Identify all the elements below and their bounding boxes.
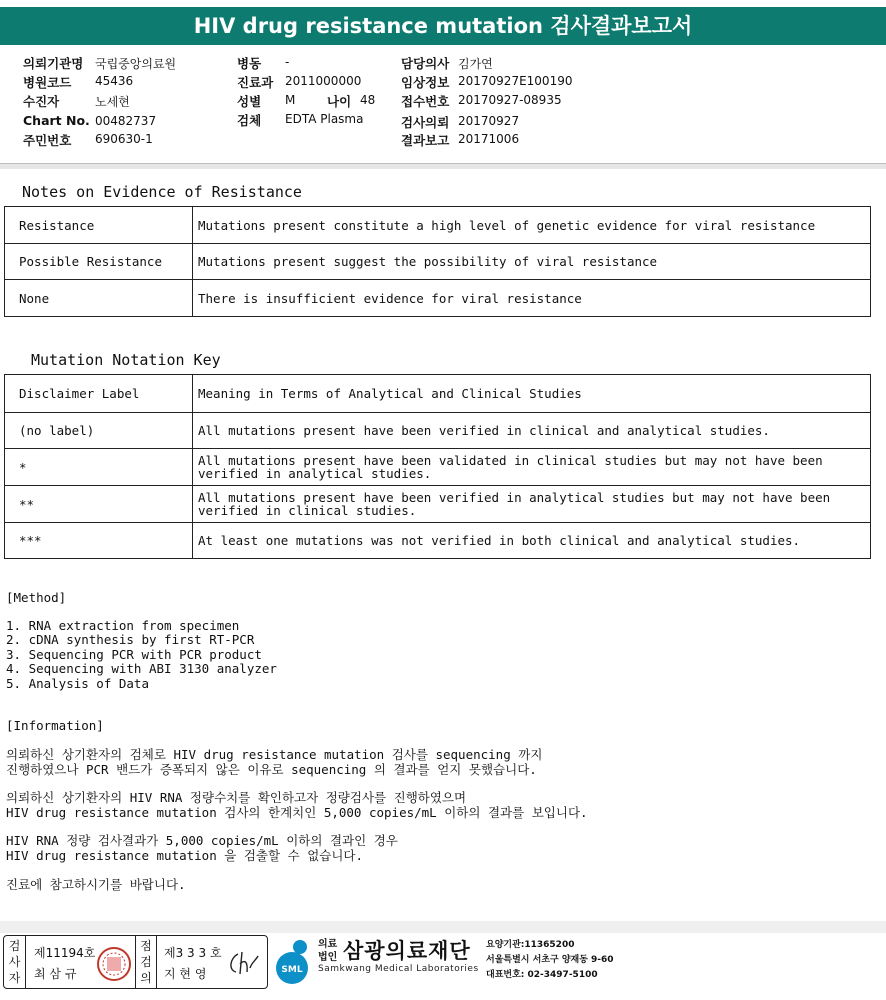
evidence-label: None bbox=[5, 280, 193, 317]
information-text: 진료에 참고하시기를 바랍니다. bbox=[6, 877, 186, 892]
evidence-label: Resistance bbox=[5, 207, 193, 244]
request-value: 20170927 bbox=[458, 114, 520, 128]
sml-logo-icon bbox=[272, 938, 314, 986]
chart-label: Chart No. bbox=[23, 113, 90, 128]
notation-label: Disclaimer Label bbox=[5, 375, 193, 413]
evidence-desc: Mutations present suggest the possibility of viral resistance bbox=[193, 244, 871, 280]
address: 서울특별시 서초구 양재동 9-60 bbox=[486, 955, 614, 965]
chart-value: 00482737 bbox=[95, 114, 157, 128]
information-text: 진행하였으나 PCR 밴드가 증폭되지 않은 이유로 sequencing 의 결과를 얻지 못했습니다. bbox=[6, 762, 537, 777]
ward-value: - bbox=[285, 55, 290, 69]
table-row bbox=[5, 486, 871, 523]
information-text: HIV drug resistance mutation 검사의 한계치인 5,000 copies/mL 이하의 결과를 보입니다. bbox=[6, 805, 588, 820]
specimen-label: 검체 bbox=[237, 113, 262, 128]
sex-label: 성별 bbox=[237, 94, 262, 109]
table-row bbox=[5, 244, 871, 280]
dept-label: 진료과 bbox=[237, 75, 274, 90]
institution-code: 요양기관:11365200 bbox=[486, 940, 575, 950]
clinical-label: 임상정보 bbox=[401, 75, 450, 90]
information-title: [Information] bbox=[6, 718, 104, 733]
institution-value: 국립중앙의료원 bbox=[95, 57, 177, 71]
table-row bbox=[5, 207, 871, 244]
brand-info bbox=[486, 938, 614, 983]
inspector-name: 지 현 영 bbox=[164, 967, 207, 981]
patient-value: 노세현 bbox=[95, 95, 130, 109]
notation-desc: All mutations present have been verified in clinical and analytical studies. bbox=[193, 413, 871, 449]
request-label: 검사의뢰 bbox=[401, 115, 450, 130]
report-title: HIV drug resistance mutation 검사결과보고서 bbox=[0, 7, 886, 45]
institution-label: 의뢰기관명 bbox=[23, 56, 84, 71]
clinical-value: 20170927E100190 bbox=[458, 74, 573, 88]
evidence-desc: Mutations present constitute a high level of genetic evidence for viral resistance bbox=[193, 207, 871, 244]
phone-number: 대표번호: 02-3497-5100 bbox=[486, 970, 598, 980]
report-label: 결과보고 bbox=[401, 133, 450, 148]
notation-desc: All mutations present have been validated in clinical studies but may not have been verified in analytical studies. bbox=[193, 449, 871, 486]
age-value: 48 bbox=[360, 93, 376, 107]
doctor-label: 담당의사 bbox=[401, 56, 450, 71]
examiner-name: 최 삼 규 bbox=[34, 967, 77, 981]
evidence-desc: There is insufficient evidence for viral resistance bbox=[193, 280, 871, 317]
table-row bbox=[5, 523, 871, 559]
information-text: 의뢰하신 상기환자의 HIV RNA 정량수치를 확인하고자 정량검사를 진행하였으며 bbox=[6, 790, 467, 805]
table-row bbox=[5, 280, 871, 317]
notation-label: *** bbox=[5, 523, 193, 559]
hospital-code-label: 병원코드 bbox=[23, 75, 72, 90]
information-text: HIV drug resistance mutation 을 검출할 수 없습니다. bbox=[6, 848, 364, 863]
method-step: 2. cDNA synthesis by first RT-PCR bbox=[6, 632, 255, 647]
age-label: 나이 bbox=[327, 94, 352, 109]
doctor-value: 김가연 bbox=[458, 57, 493, 71]
footer-band bbox=[0, 921, 886, 933]
table-row bbox=[5, 413, 871, 449]
method-step: 4. Sequencing with ABI 3130 analyzer bbox=[6, 661, 277, 676]
brand-english: Samkwang Medical Laboratories bbox=[318, 964, 479, 974]
signature-icon bbox=[224, 948, 262, 980]
evidence-table bbox=[4, 206, 871, 317]
sex-value: M bbox=[285, 93, 296, 107]
receipt-label: 접수번호 bbox=[401, 94, 450, 109]
report-value: 20171006 bbox=[458, 132, 520, 146]
separator bbox=[0, 163, 886, 169]
notation-label: * bbox=[5, 449, 193, 486]
receipt-value: 20170927-08935 bbox=[458, 93, 562, 107]
table-row bbox=[5, 449, 871, 486]
inspector-label: 점검의 bbox=[135, 936, 157, 989]
sml-logo-text: SML bbox=[281, 965, 303, 975]
notation-title: Mutation Notation Key bbox=[31, 351, 221, 369]
notation-label: ** bbox=[5, 486, 193, 523]
brand-small-label bbox=[318, 938, 337, 964]
method-step: 5. Analysis of Data bbox=[6, 676, 149, 691]
notation-desc: All mutations present have been verified in analytical studies but may not have been verified in clinical studies. bbox=[193, 486, 871, 523]
notation-table bbox=[4, 374, 871, 559]
examiner-number: 제11194호 bbox=[34, 946, 96, 960]
method-step: 3. Sequencing PCR with PCR product bbox=[6, 647, 262, 662]
information-text: HIV RNA 정량 검사결과가 5,000 copies/mL 이하의 결과인 경우 bbox=[6, 833, 398, 848]
examiner-label: 검사자 bbox=[4, 936, 26, 989]
table-row bbox=[5, 375, 871, 413]
hospital-code-value: 45436 bbox=[95, 74, 134, 88]
seal-stamp-icon bbox=[96, 946, 132, 982]
evidence-label: Possible Resistance bbox=[5, 244, 193, 280]
notation-desc: At least one mutations was not verified in both clinical and analytical studies. bbox=[193, 523, 871, 559]
resident-label: 주민번호 bbox=[23, 133, 72, 148]
resident-value: 690630-1 bbox=[95, 132, 153, 146]
patient-label: 수진자 bbox=[23, 94, 60, 109]
evidence-title: Notes on Evidence of Resistance bbox=[22, 183, 302, 201]
information-text: 의뢰하신 상기환자의 검체로 HIV drug resistance mutation 검사를 sequencing 까지 bbox=[6, 747, 543, 762]
brand-small-line: 의료 bbox=[318, 939, 338, 950]
method-step: 1. RNA extraction from specimen bbox=[6, 618, 240, 633]
specimen-value: EDTA Plasma bbox=[285, 112, 364, 126]
notation-label: (no label) bbox=[5, 413, 193, 449]
brand-small-line: 법인 bbox=[318, 952, 338, 963]
inspector-number: 제3 3 3 호 bbox=[164, 946, 222, 960]
notation-desc: Meaning in Terms of Analytical and Clinical Studies bbox=[193, 375, 871, 413]
brand-name: 삼광의료재단 bbox=[343, 939, 471, 963]
patient-info-block bbox=[0, 52, 886, 164]
method-title: [Method] bbox=[6, 590, 67, 605]
signature-box bbox=[3, 935, 268, 989]
ward-label: 병동 bbox=[237, 56, 262, 71]
dept-value: 2011000000 bbox=[285, 74, 362, 88]
